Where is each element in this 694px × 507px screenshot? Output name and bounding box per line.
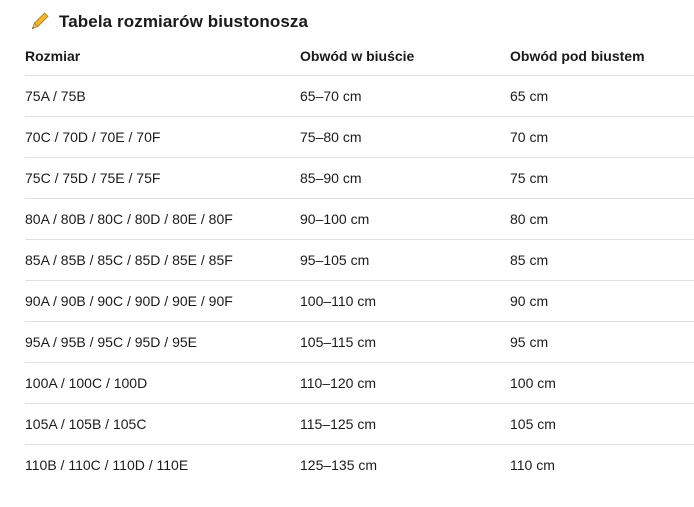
page-title: Tabela rozmiarów biustonosza: [59, 12, 309, 31]
cell-underbust: 85 cm: [510, 240, 694, 281]
cell-size: 75A / 75B: [25, 76, 300, 117]
cell-bust: 90–100 cm: [300, 199, 510, 240]
pencil-icon: [28, 11, 50, 33]
cell-underbust: 70 cm: [510, 117, 694, 158]
cell-bust: 105–115 cm: [300, 322, 510, 363]
table-row: [25, 445, 694, 486]
cell-underbust: 75 cm: [510, 158, 694, 199]
cell-bust: 75–80 cm: [300, 117, 510, 158]
table-row: [25, 158, 694, 199]
cell-bust: 95–105 cm: [300, 240, 510, 281]
cell-underbust: 90 cm: [510, 281, 694, 322]
cell-bust: 85–90 cm: [300, 158, 510, 199]
table-row: [25, 281, 694, 322]
cell-bust: 65–70 cm: [300, 76, 510, 117]
cell-underbust: 65 cm: [510, 76, 694, 117]
cell-underbust: 100 cm: [510, 363, 694, 404]
cell-underbust: 80 cm: [510, 199, 694, 240]
cell-bust: 125–135 cm: [300, 457, 378, 473]
cell-bust: 100–110 cm: [300, 281, 510, 322]
header-underbust: Obwód pod biustem: [510, 48, 694, 76]
cell-bust: 110–120 cm: [300, 363, 510, 404]
cell-size: 110B / 110C / 110D / 110E: [25, 457, 189, 473]
table-header-row: [25, 48, 694, 76]
table-row: [25, 404, 694, 445]
cell-size: 75C / 75D / 75E / 75F: [25, 158, 300, 199]
cell-size: 95A / 95B / 95C / 95D / 95E: [25, 322, 300, 363]
cell-size: 105A / 105B / 105C: [25, 404, 300, 445]
table-row: [25, 322, 694, 363]
cell-underbust: 110 cm: [510, 457, 555, 473]
cell-size: 85A / 85B / 85C / 85D / 85E / 85F: [25, 240, 300, 281]
section-header: [28, 11, 694, 33]
table-row: [25, 240, 694, 281]
header-bust: Obwód w biuście: [300, 48, 510, 76]
header-size: Rozmiar: [25, 48, 300, 76]
cell-size: 70C / 70D / 70E / 70F: [25, 117, 300, 158]
table-row: [25, 76, 694, 117]
cell-underbust: 95 cm: [510, 322, 694, 363]
cell-bust: 115–125 cm: [300, 404, 510, 445]
cell-size: 90A / 90B / 90C / 90D / 90E / 90F: [25, 281, 300, 322]
bra-size-table: [25, 48, 694, 485]
cell-size: 80A / 80B / 80C / 80D / 80E / 80F: [25, 199, 300, 240]
table-row: [25, 199, 694, 240]
cell-underbust: 105 cm: [510, 404, 694, 445]
cell-size: 100A / 100C / 100D: [25, 363, 300, 404]
table-row: [25, 117, 694, 158]
table-row: [25, 363, 694, 404]
